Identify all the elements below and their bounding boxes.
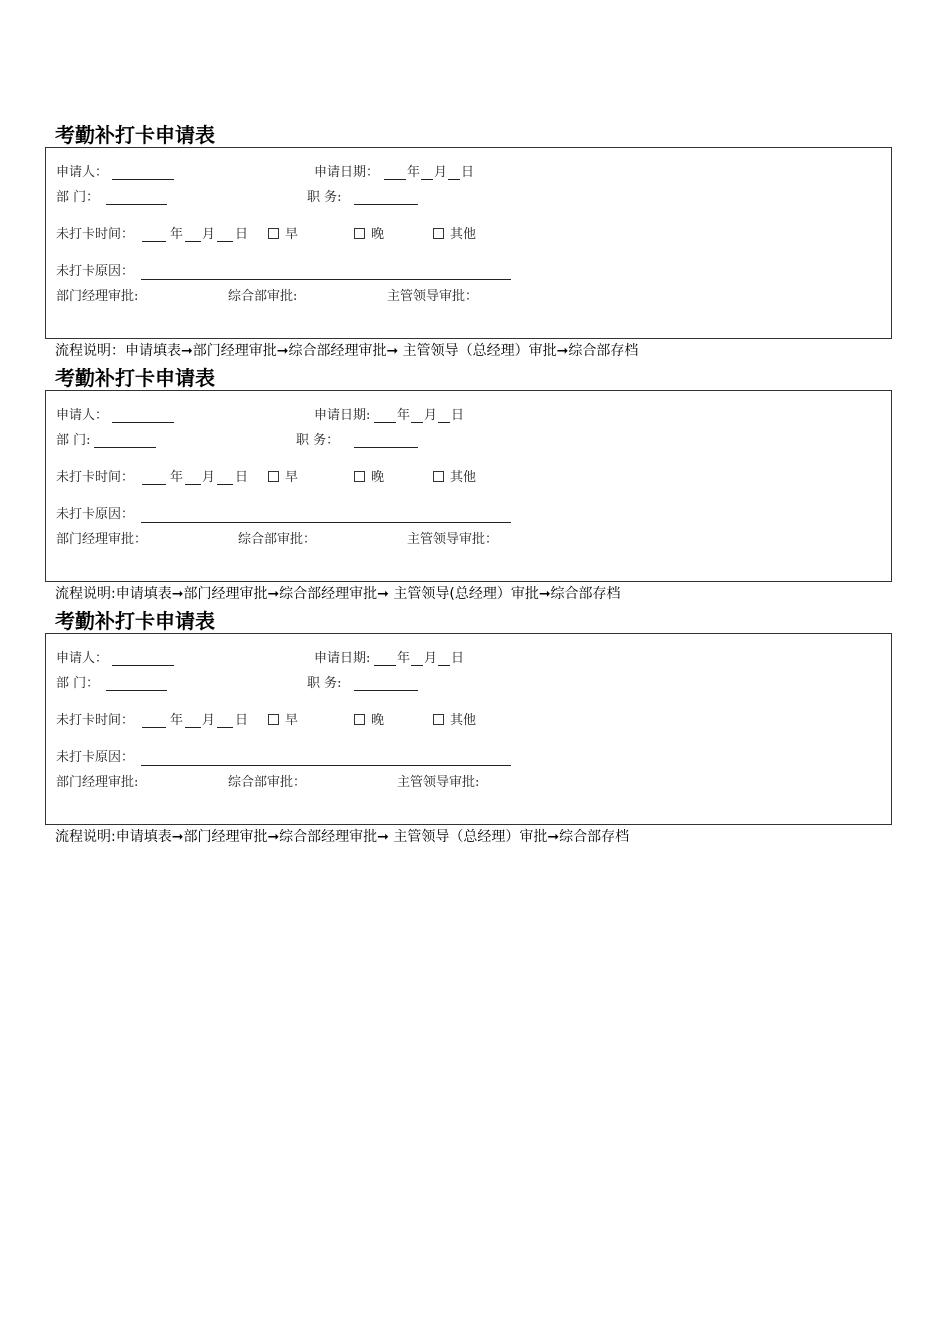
process-description: 流程说明:申请填表➞部门经理审批➞综合部经理审批➞ 主管领导(总经理）审批➞综合部存档 (55, 586, 621, 602)
missed-day-field[interactable] (217, 241, 233, 242)
apply-date-day-field[interactable] (438, 665, 450, 666)
checkbox-icon (268, 228, 279, 239)
process-description: 流程说明：申请填表➞部门经理审批➞综合部经理审批➞ 主管领导（总经理）审批➞综合部存档 (55, 343, 639, 359)
dept-field[interactable] (106, 690, 167, 691)
dept-manager-approval-label: 部门经理审批: (56, 289, 139, 304)
process-description: 流程说明:申请填表➞部门经理审批➞综合部经理审批➞ 主管领导（总经理）审批➞综合部存档 (55, 829, 630, 845)
apply-date-day: 日 (451, 651, 465, 666)
attendance-form-3 (0, 608, 950, 848)
checkbox-morning[interactable]: 早 (268, 470, 298, 486)
missed-time-label: 未打卡时间： (56, 470, 135, 485)
position-label: 职 务: (307, 676, 342, 691)
apply-date-day-field[interactable] (448, 179, 460, 180)
missed-month: 月 (202, 470, 216, 485)
apply-date-month: 月 (434, 165, 448, 180)
reason-field[interactable] (141, 279, 511, 280)
form-title: 考勤补打卡申请表 (55, 609, 215, 633)
applicant-field[interactable] (112, 179, 174, 180)
missed-year: 年 (170, 470, 184, 485)
missed-day: 日 (235, 470, 249, 485)
missed-year: 年 (170, 713, 184, 728)
checkbox-icon (433, 228, 444, 239)
attendance-form-1 (0, 122, 950, 362)
general-dept-approval-label: 综合部审批: (228, 289, 298, 304)
reason-label: 未打卡原因： (56, 507, 135, 522)
checkbox-morning[interactable]: 早 (268, 227, 298, 243)
form-box (45, 147, 892, 339)
reason-field[interactable] (141, 522, 511, 523)
checkbox-icon (268, 471, 279, 482)
apply-date-month-field[interactable] (411, 422, 423, 423)
apply-date-day-field[interactable] (438, 422, 450, 423)
dept-field[interactable] (94, 447, 156, 448)
apply-date-year-field[interactable] (374, 422, 396, 423)
checkbox-icon (433, 714, 444, 725)
form-box (45, 633, 892, 825)
form-title: 考勤补打卡申请表 (55, 366, 215, 390)
checkbox-other[interactable]: 其他 (433, 713, 476, 729)
apply-date-year: 年 (397, 651, 411, 666)
missed-day-field[interactable] (217, 484, 233, 485)
attendance-form-2 (0, 365, 950, 605)
supervisor-approval-label: 主管领导审批: (397, 775, 480, 790)
applicant-label: 申请人： (56, 165, 109, 180)
missed-year-field[interactable] (142, 241, 166, 242)
checkbox-morning[interactable]: 早 (268, 713, 298, 729)
apply-date-month: 月 (424, 408, 438, 423)
missed-year-field[interactable] (142, 484, 166, 485)
supervisor-approval-label: 主管领导审批： (407, 532, 499, 547)
missed-time-label: 未打卡时间： (56, 713, 135, 728)
apply-date-day: 日 (451, 408, 465, 423)
missed-month-field[interactable] (185, 241, 201, 242)
position-field[interactable] (354, 447, 418, 448)
checkbox-evening[interactable]: 晚 (354, 470, 384, 486)
position-field[interactable] (354, 204, 418, 205)
checkbox-icon (354, 471, 365, 482)
checkbox-icon (354, 714, 365, 725)
reason-label: 未打卡原因： (56, 750, 135, 765)
general-dept-approval-label: 综合部审批： (238, 532, 317, 547)
apply-date-month: 月 (424, 651, 438, 666)
position-field[interactable] (354, 690, 418, 691)
apply-date-year: 年 (397, 408, 411, 423)
supervisor-approval-label: 主管领导审批： (387, 289, 479, 304)
apply-date-month-field[interactable] (421, 179, 433, 180)
checkbox-evening[interactable]: 晚 (354, 227, 384, 243)
missed-day: 日 (235, 713, 249, 728)
applicant-label: 申请人： (56, 651, 109, 666)
apply-date-year-field[interactable] (384, 179, 406, 180)
reason-label: 未打卡原因： (56, 264, 135, 279)
checkbox-icon (433, 471, 444, 482)
checkbox-evening[interactable]: 晚 (354, 713, 384, 729)
missed-year-field[interactable] (142, 727, 166, 728)
missed-time-label: 未打卡时间： (56, 227, 135, 242)
checkbox-icon (268, 714, 279, 725)
apply-date-label: 申请日期: (314, 651, 371, 666)
position-label: 职 务： (296, 433, 340, 448)
missed-month-field[interactable] (185, 484, 201, 485)
dept-label: 部 门: (56, 433, 91, 448)
dept-manager-approval-label: 部门经理审批： (56, 532, 148, 547)
general-dept-approval-label: 综合部审批： (228, 775, 307, 790)
missed-month: 月 (202, 227, 216, 242)
checkbox-icon (354, 228, 365, 239)
reason-field[interactable] (141, 765, 511, 766)
form-title: 考勤补打卡申请表 (55, 123, 215, 147)
missed-day: 日 (235, 227, 249, 242)
dept-field[interactable] (106, 204, 167, 205)
missed-year: 年 (170, 227, 184, 242)
applicant-label: 申请人： (56, 408, 109, 423)
apply-date-label: 申请日期: (314, 408, 371, 423)
checkbox-other[interactable]: 其他 (433, 227, 476, 243)
apply-date-label: 申请日期： (314, 165, 380, 180)
dept-label: 部 门： (56, 676, 100, 691)
missed-month-field[interactable] (185, 727, 201, 728)
apply-date-year-field[interactable] (374, 665, 396, 666)
form-box (45, 390, 892, 582)
checkbox-other[interactable]: 其他 (433, 470, 476, 486)
apply-date-year: 年 (407, 165, 421, 180)
applicant-field[interactable] (112, 665, 174, 666)
missed-day-field[interactable] (217, 727, 233, 728)
missed-month: 月 (202, 713, 216, 728)
applicant-field[interactable] (112, 422, 174, 423)
apply-date-month-field[interactable] (411, 665, 423, 666)
position-label: 职 务: (307, 190, 342, 205)
apply-date-day: 日 (461, 165, 475, 180)
dept-manager-approval-label: 部门经理审批: (56, 775, 139, 790)
dept-label: 部 门： (56, 190, 100, 205)
